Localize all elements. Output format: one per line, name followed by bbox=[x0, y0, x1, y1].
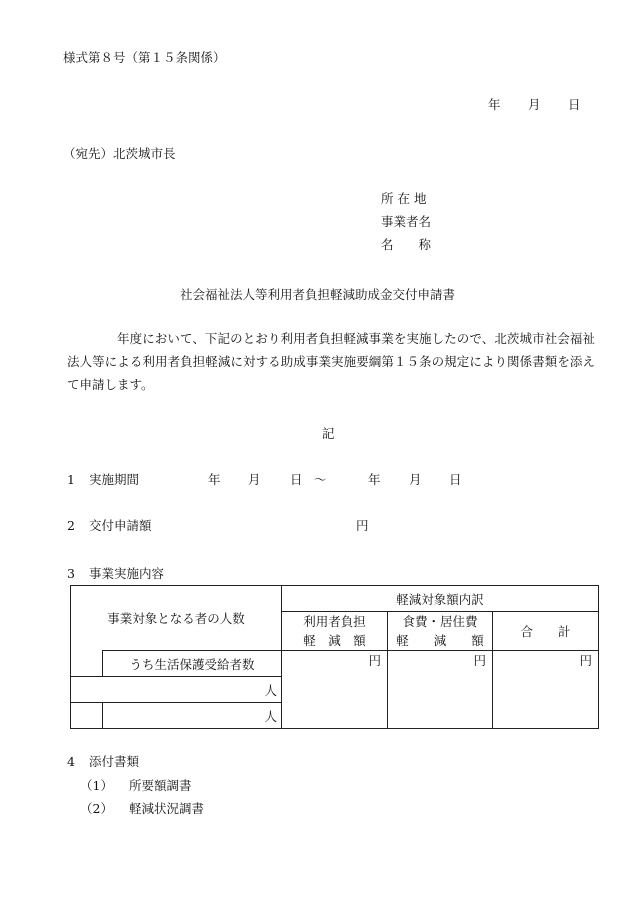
date-day-label: 日 bbox=[568, 97, 581, 112]
period-start-month: 月 bbox=[248, 472, 261, 487]
date-month-label: 月 bbox=[528, 97, 541, 112]
date-year-label: 年 bbox=[488, 97, 501, 112]
period-end-month: 月 bbox=[409, 472, 422, 487]
persons-header: 事業対象となる者の人数 bbox=[71, 586, 282, 651]
meal-housing-header-line1: 食費・居住費 bbox=[402, 614, 478, 629]
welfare-indent-cell bbox=[71, 703, 103, 729]
user-burden-reduction-header bbox=[282, 612, 388, 651]
business-name-label: 事業者名 bbox=[381, 214, 432, 229]
item-2-label: 交付申請額 bbox=[89, 518, 152, 533]
name-label: 名 称 bbox=[381, 237, 432, 252]
document-title: 社会福祉法人等利用者負担軽減助成金交付申請書 bbox=[180, 287, 456, 302]
attachment-number: （2） bbox=[80, 801, 113, 816]
item-1-label: 実施期間 bbox=[89, 472, 140, 487]
meal-housing-header-line2: 軽 減 額 bbox=[396, 633, 484, 648]
ki-heading: 記 bbox=[322, 426, 335, 441]
period-start-day: 日 bbox=[290, 472, 303, 487]
item-2-yen: 円 bbox=[356, 518, 369, 533]
item-4-number: 4 bbox=[67, 754, 75, 769]
form-number: 様式第８号（第１５条関係） bbox=[63, 50, 226, 65]
user-burden-header-line1: 利用者負担 bbox=[303, 614, 366, 629]
period-end-year: 年 bbox=[368, 472, 381, 487]
address-label: 所 在 地 bbox=[381, 191, 427, 206]
period-end-day: 日 bbox=[449, 472, 462, 487]
item-3-label: 事業実施内容 bbox=[89, 566, 165, 581]
user-burden-amount-cell: 円 bbox=[282, 651, 388, 729]
attachment-label: 軽減状況調書 bbox=[129, 801, 205, 816]
item-2-number: 2 bbox=[67, 518, 75, 533]
breakdown-header: 軽減対象額内訳 bbox=[282, 586, 599, 612]
persons-indent-cell bbox=[71, 651, 103, 677]
meal-housing-amount-cell: 円 bbox=[388, 651, 493, 729]
application-body: 年度において、下記のとおり利用者負担軽減事業を実施したので、北茨城市社会福祉法人等による利用者負担軽減に対する助成事業実施要綱第１５条の規定により関係書類を添えて申請します。 bbox=[67, 331, 595, 392]
welfare-persons-cell: 人 bbox=[103, 703, 282, 729]
item-3-number: 3 bbox=[67, 566, 75, 581]
period-tilde: ～ bbox=[314, 472, 327, 487]
meal-housing-reduction-header bbox=[388, 612, 493, 651]
total-header: 合 計 bbox=[493, 612, 599, 651]
addressee: （宛先）北茨城市長 bbox=[63, 146, 176, 161]
total-amount-cell: 円 bbox=[493, 651, 599, 729]
item-4-label: 添付書類 bbox=[89, 754, 140, 769]
attachment-label: 所要額調書 bbox=[129, 778, 192, 793]
project-detail-table bbox=[70, 585, 599, 729]
period-start-year: 年 bbox=[208, 472, 221, 487]
welfare-recipients-label: うち生活保護受給者数 bbox=[103, 651, 282, 677]
item-1-number: 1 bbox=[67, 472, 75, 487]
attachment-number: （1） bbox=[80, 778, 113, 793]
user-burden-header-line2: 軽 減 額 bbox=[303, 633, 366, 648]
total-persons-cell: 人 bbox=[71, 677, 282, 703]
